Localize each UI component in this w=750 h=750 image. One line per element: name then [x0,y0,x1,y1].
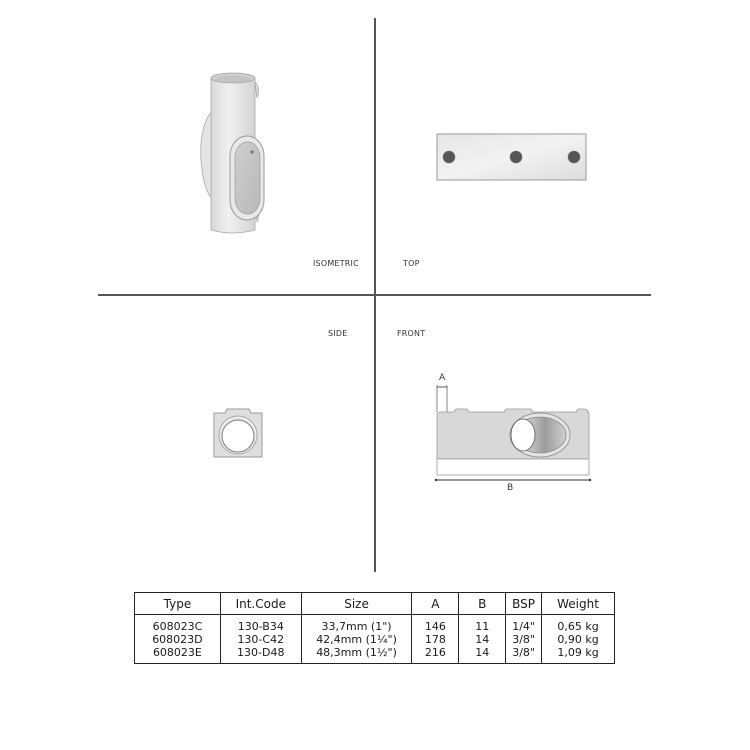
cell-b: 11 [459,615,506,634]
cell-size: 42,4mm (1¼") [301,633,412,646]
cell-type: 608023D [135,633,221,646]
cell-weight: 0,65 kg [542,615,615,634]
dimension-a-label: A [439,373,446,383]
dimension-b-label: B [507,483,514,493]
cell-size: 33,7mm (1") [301,615,412,634]
header-weight: Weight [542,593,615,615]
top-view-illustration [436,133,588,181]
front-view-illustration [432,372,594,497]
cell-int-code: 130-C42 [220,633,301,646]
table-header-row [135,593,615,615]
isometric-view-illustration [195,70,275,250]
label-side: SIDE [328,329,348,338]
cell-b: 14 [459,633,506,646]
cell-bsp: 3/8" [506,633,542,646]
horizontal-divider [98,294,651,296]
cell-b: 14 [459,646,506,664]
table-row [135,633,615,646]
header-type: Type [135,593,221,615]
cell-a: 146 [412,615,459,634]
cell-a: 216 [412,646,459,664]
spec-table [134,592,615,664]
table-row [135,615,615,634]
label-top: TOP [403,259,420,268]
cell-bsp: 3/8" [506,646,542,664]
table-row [135,646,615,664]
cell-type: 608023C [135,615,221,634]
cell-weight: 1,09 kg [542,646,615,664]
label-front: FRONT [397,329,426,338]
header-size: Size [301,593,412,615]
header-a: A [412,593,459,615]
header-int-code: Int.Code [220,593,301,615]
cell-int-code: 130-D48 [220,646,301,664]
label-isometric: ISOMETRIC [313,259,359,268]
cell-weight: 0,90 kg [542,633,615,646]
cell-bsp: 1/4" [506,615,542,634]
cell-type: 608023E [135,646,221,664]
side-view-illustration [213,408,263,458]
cell-int-code: 130-B34 [220,615,301,634]
header-bsp: BSP [506,593,542,615]
cell-a: 178 [412,633,459,646]
cell-size: 48,3mm (1½") [301,646,412,664]
header-b: B [459,593,506,615]
